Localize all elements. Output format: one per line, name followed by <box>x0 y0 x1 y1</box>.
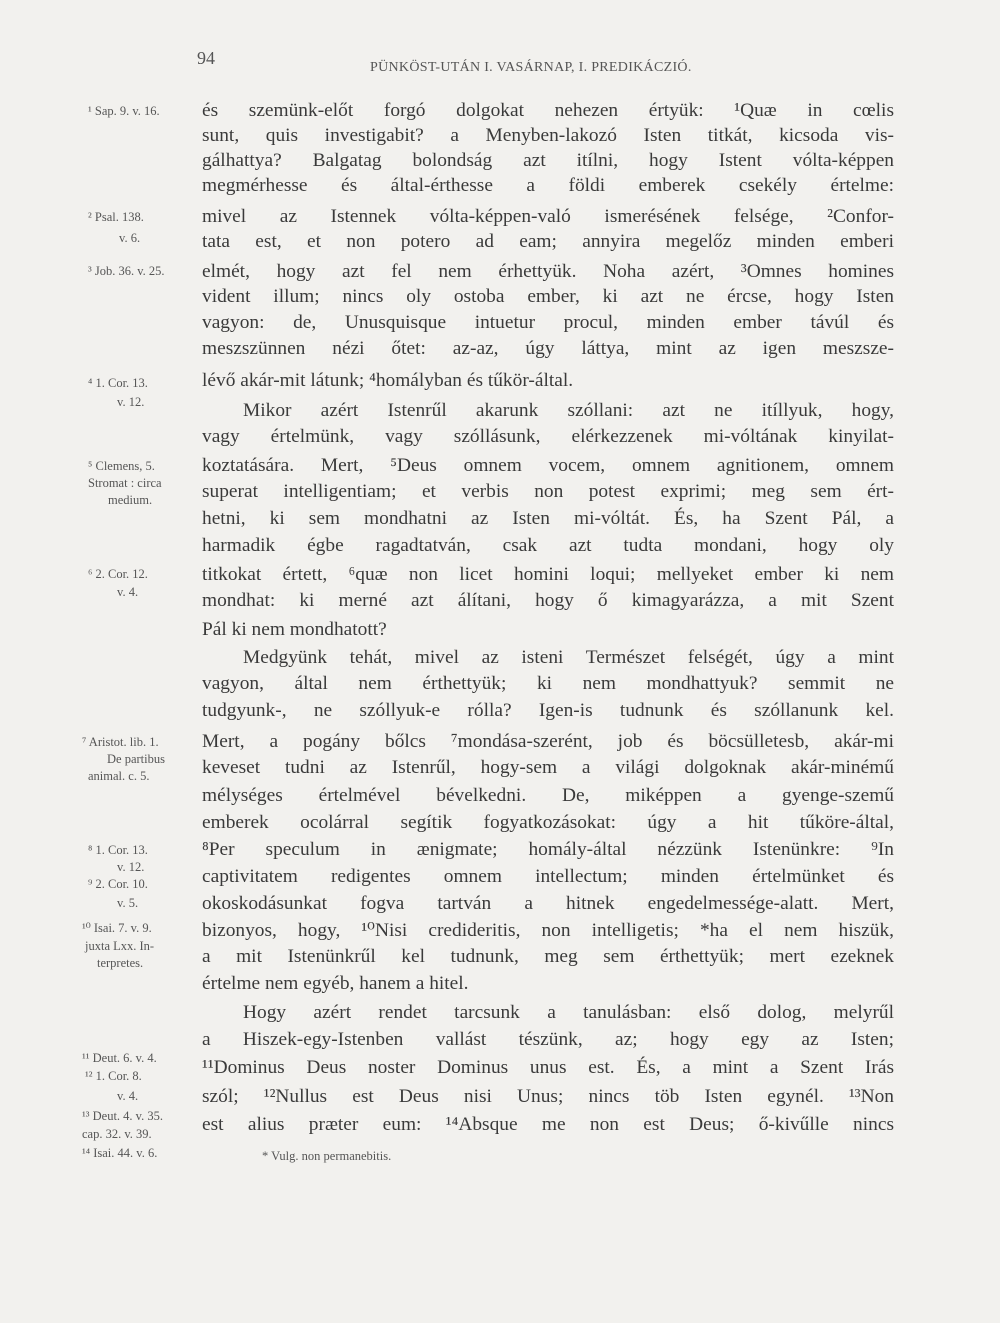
body-text-line: koztatására. Mert, ⁵Deus omnem vocem, omnem agnitionem, omnem <box>202 455 894 476</box>
margin-note: ⁵ Clemens, 5. <box>88 459 155 473</box>
body-text-line: sunt, quis investigabit? a Menyben-lakozó Isten titkát, kicsoda vis- <box>202 125 894 146</box>
body-text-line: harmadik égbe ragadtatván, csak azt tudta mondani, hogy oly <box>202 535 894 556</box>
margin-note: ⁶ 2. Cor. 12. <box>88 567 148 581</box>
margin-note: De partibus <box>107 752 165 766</box>
margin-note: ¹¹ Deut. 6. v. 4. <box>82 1051 157 1065</box>
margin-note: ³ Job. 36. v. 25. <box>88 264 165 278</box>
margin-note: v. 6. <box>119 231 141 245</box>
margin-note: animal. c. 5. <box>88 769 150 783</box>
margin-note: ¹⁴ Isai. 44. v. 6. <box>82 1146 158 1160</box>
margin-note: ⁷ Aristot. lib. 1. <box>82 735 159 749</box>
body-text-line: okoskodásunkat fogva tartván a hitnek engedelmessége-alatt. Mert, <box>202 893 894 914</box>
margin-note: ⁴ 1. Cor. 13. <box>88 376 148 390</box>
body-text-line: ¹¹Dominus Deus noster Dominus unus est. És, a mint a Szent Irás <box>202 1057 894 1078</box>
body-text-line: mondhat: ki merné azt álítani, hogy ő kimagyarázza, a mit Szent <box>202 590 894 611</box>
body-text-line: Medgyünk tehát, mivel az isteni Természet felségét, úgy a mint <box>243 647 894 668</box>
body-text-line: meszszünnen nézi őtet: az-az, úgy láttya, mint az igen meszsze- <box>202 338 894 359</box>
body-text-line: tata est, et non potero ad eam; annyira megelőz minden emberi <box>202 231 894 252</box>
margin-note: ¹² 1. Cor. 8. <box>85 1069 142 1083</box>
body-text-line: vagy értelmünk, vagy szóllásunk, elérkezzenek mi-vóltának kinyilat- <box>202 426 894 447</box>
margin-note: v. 12. <box>117 860 145 874</box>
margin-note: ¹ Sap. 9. v. 16. <box>88 104 160 118</box>
body-text-line: titkokat értett, ⁶quæ non licet homini loqui; mellyeket ember ki nem <box>202 564 894 585</box>
body-text-line: ⁸Per speculum in ænigmate; homály-által nézzünk Istenünkre: ⁹In <box>202 839 894 860</box>
body-text-line: est alius præter eum: ¹⁴Absque me non est Deus; ő-kivűlle nincs <box>202 1114 894 1135</box>
body-text-line: bizonyos, hogy, ¹⁰Nisi credideritis, non intelligetis; *ha el nem hiszük, <box>202 920 894 941</box>
margin-note: v. 4. <box>117 1089 139 1103</box>
body-text-line: captivitatem redigentes omnem intellectum; minden értelmünket és <box>202 866 894 887</box>
body-text-line: értelme nem egyéb, hanem a hitel. <box>202 973 469 994</box>
body-text-line: vagyon, által nem érthettyük; ki nem mondhattyuk? semmit ne <box>202 673 894 694</box>
body-text-line: hetni, ki sem mondhatni az Isten mi-vóltát. És, ha Szent Pál, a <box>202 508 894 529</box>
body-text-line: lévő akár-mit látunk; ⁴homályban és tűkör-által. <box>202 370 574 391</box>
margin-note: ⁸ 1. Cor. 13. <box>88 843 148 857</box>
body-text-line: Pál ki nem mondhatott? <box>202 619 387 640</box>
body-text-line: Mikor azért Istenrűl akarunk szóllani: azt ne itíllyuk, hogy, <box>243 400 894 421</box>
running-head: PÜNKÖST-UTÁN I. VASÁRNAP, I. PREDIKÁCZIÓ. <box>370 60 692 75</box>
body-text-line: vagyon: de, Unusquisque intuetur procul, minden ember távúl és <box>202 312 894 333</box>
margin-note: v. 5. <box>117 896 139 910</box>
body-text-line: tudgyunk-, ne szóllyuk-e rólla? Igen-is tudnunk és szóllanunk kel. <box>202 700 894 721</box>
margin-note: medium. <box>108 493 153 507</box>
body-text-line: és szemünk-előt forgó dolgokat nehezen értyük: ¹Quæ in cœlis <box>202 100 894 121</box>
margin-note: juxta Lxx. In- <box>85 939 155 953</box>
body-text-line: emberek ocolárral segítik fogyatkozásokat: úgy a hit tűköre-által, <box>202 812 894 833</box>
margin-note: ² Psal. 138. <box>88 210 144 224</box>
body-text-line: a mit Istenünkrűl kel tudnunk, meg sem érthettyük; mert ezeknek <box>202 946 894 967</box>
page-number: 94 <box>197 48 215 68</box>
margin-note: v. 12. <box>117 395 145 409</box>
body-text-line: elmét, hogy azt fel nem érhettyük. Noha azért, ³Omnes homines <box>202 261 894 282</box>
body-text-line: Mert, a pogány bőlcs ⁷mondása-szerént, job és böcsülletesb, akár-mi <box>202 731 894 752</box>
margin-note: Stromat : circa <box>88 476 162 490</box>
body-text-line: gálhattya? Balgatag bolondság azt itílni, hogy Istent vólta-képpen <box>202 150 894 171</box>
margin-note: ⁹ 2. Cor. 10. <box>88 877 148 891</box>
body-text-line: superat intelligentiam; et verbis non potest exprimi; meg sem ért- <box>202 481 894 502</box>
body-text-line: keveset tudni az Istenrűl, hogy-sem a világi dolgoknak akár-minémű <box>202 757 894 778</box>
margin-note: ¹³ Deut. 4. v. 35. <box>82 1109 163 1123</box>
body-text-line: megmérhesse és által-érthesse a földi emberek csekély értelme: <box>202 175 894 196</box>
body-text-line: mélységes értelmével bévelkedni. De, miképpen a gyenge-szemű <box>202 785 894 806</box>
body-text-line: mivel az Istennek vólta-képpen-való ismerésének felsége, ²Confor- <box>202 206 894 227</box>
body-text-line: szól; ¹²Nullus est Deus nisi Unus; nincs töb Isten egynél. ¹³Non <box>202 1086 894 1107</box>
margin-note: cap. 32. v. 39. <box>82 1127 152 1141</box>
margin-note: ¹⁰ Isai. 7. v. 9. <box>82 921 152 935</box>
margin-note: terpretes. <box>97 956 144 970</box>
body-text-line: vident illum; nincs oly ostoba ember, ki azt ne ércse, hogy Isten <box>202 286 894 307</box>
footnote: * Vulg. non permanebitis. <box>262 1149 392 1163</box>
body-text-line: a Hiszek-egy-Istenben vallást tészünk, az; hogy egy az Isten; <box>202 1029 894 1050</box>
margin-note: v. 4. <box>117 585 139 599</box>
body-text-line: Hogy azért rendet tarcsunk a tanulásban: első dolog, melyrűl <box>243 1002 894 1023</box>
